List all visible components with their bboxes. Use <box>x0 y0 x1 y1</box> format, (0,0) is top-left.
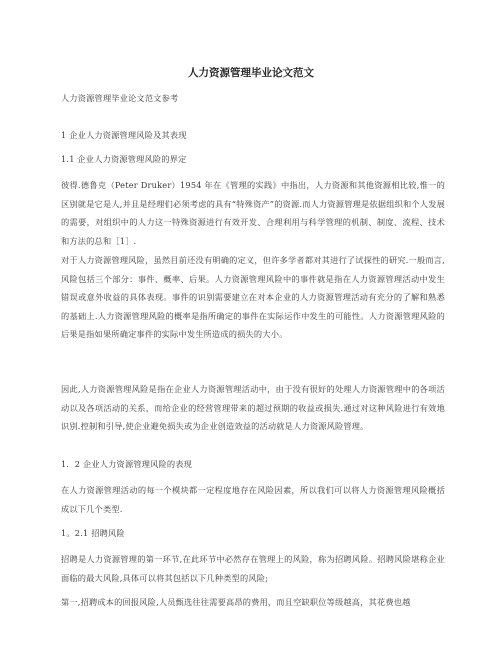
paragraph-5: 招聘是人力资源管理的第一环节,在此环节中必然存在管理上的风险，称为招聘风险。招聘风险堪称企业面临的最大风险,具体可以将其包括以下几种类型的风险; <box>61 554 445 583</box>
paragraph-6: 第一,招聘成本的回报风险,人员甄选往往需要高昂的费用，而且空缺职位等级越高，其花费也越 <box>61 597 411 607</box>
section-1-2-1-heading: 1。2.1 招聘风险 <box>61 528 125 538</box>
section-1-2-heading: 1．2 企业人力资源管理风险的表现 <box>61 459 193 469</box>
document-subtitle: 人力资源管理毕业论文范文参考 <box>61 93 179 103</box>
paragraph-3: 因此,人力资源管理风险是指在企业人力资源管理活动中，由于没有很好的处理人力资源管理中的各项活动以及各项活动的关系，而给企业的经营管理带来的超过预期的收益或损失.通过对这种风险进行有效地识别.控制和引导,使企业避免损失或为企业创造效益的活动就是人力资源风险管理。 <box>61 384 445 431</box>
document-title: 人力资源管理毕业论文范文 <box>188 67 314 79</box>
paragraph-2: 对于人力资源管理风险，虽然目前还没有明确的定义，但许多学者都对其进行了试探性的研究.一般而言,风险包括三个部分：事件、概率、后果。人力资源管理风险中的事件就是指在人力资源管理活动中发生错误或意外收益的具体表现。事件的识别需要建立在对本企业的人力资源管理活动有充分的了解和熟悉的基础上.人力资源管理风险的概率是指所确定的事件在实际运作中发生的可能性。人力资源管理风险的后果是指如果所确定事件的实际中发生所造成的损失的大小。 <box>61 255 445 339</box>
section-1-1-heading: 1.1 企业人力资源管理风险的界定 <box>61 154 187 164</box>
section-1-heading: 1 企业人力资源管理风险及其表现 <box>61 130 187 140</box>
paragraph-1: 彼得.德鲁克（Peter Druker）1954 年在《管理的实践》中指出，人力资源和其他资源相比较,惟一的区别就是它是人,并且是经理们必须考虑的具有“特殊资产”的资源.而人力资源管理是依据组织和个人发展的需要，对组织中的人力这一特殊资源进行有效开发、合理利用与科学管理的机制、制度、流程、技术和方法的总和［1］. <box>61 180 445 246</box>
paragraph-4: 在人力资源管理活动的每一个模块都一定程度地存在风险因素，所以我们可以将人力资源管理风险概括成以下几个类型. <box>61 485 445 514</box>
